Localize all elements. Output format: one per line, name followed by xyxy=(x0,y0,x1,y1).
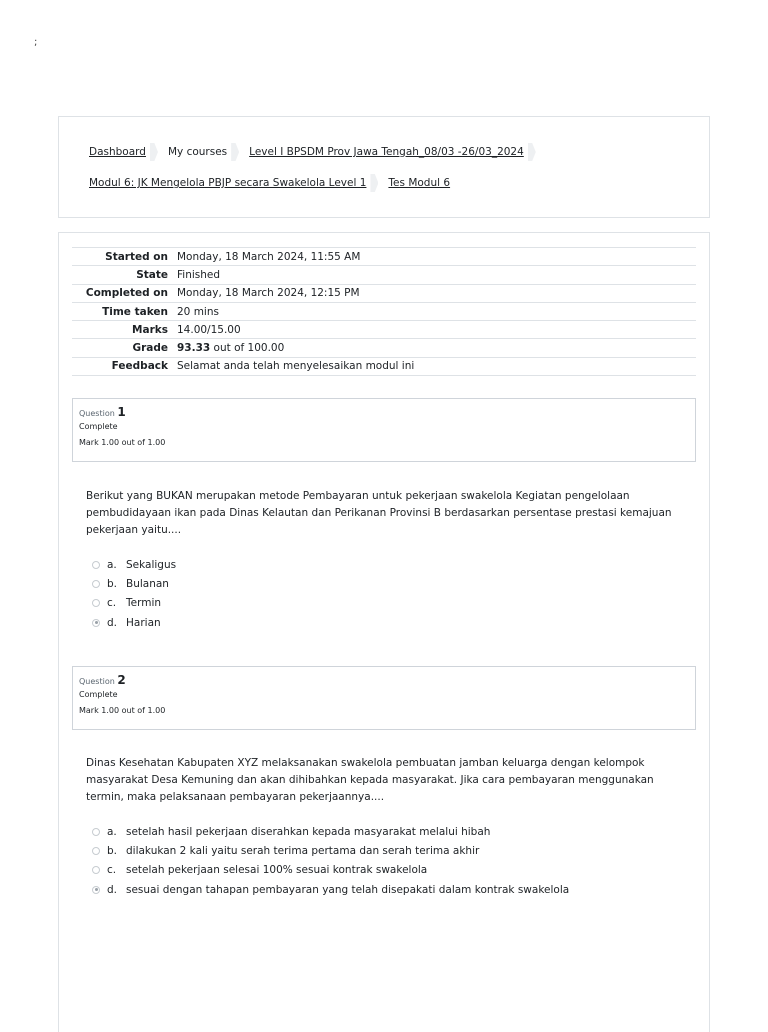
answer-letter: a. xyxy=(107,825,117,838)
breadcrumb-separator xyxy=(370,174,378,192)
radio-button[interactable] xyxy=(92,580,100,588)
breadcrumb-separator xyxy=(231,143,239,161)
answer-list-1 xyxy=(92,555,176,632)
radio-button-checked[interactable] xyxy=(92,886,100,894)
answer-option[interactable] xyxy=(92,594,176,613)
grade-value: 93.33 xyxy=(177,342,211,355)
attempt-summary-table xyxy=(72,247,696,376)
summary-row-state xyxy=(72,266,696,284)
question-info-2 xyxy=(72,666,696,730)
answer-text: Sekaligus xyxy=(126,558,177,571)
answer-text: Harian xyxy=(126,616,161,629)
answer-letter: d. xyxy=(107,616,118,629)
summary-label: Completed on xyxy=(72,284,173,302)
breadcrumb-module[interactable]: Modul 6: JK Mengelola PBJP secara Swakelola Level 1 xyxy=(89,177,367,189)
answer-text: setelah pekerjaan selesai 100% sesuai kontrak swakelola xyxy=(126,864,428,877)
summary-label: State xyxy=(72,266,173,284)
answer-letter: a. xyxy=(107,558,117,571)
question-mark: Mark 1.00 out of 1.00 xyxy=(79,438,166,447)
breadcrumb-separator xyxy=(528,143,536,161)
summary-row-completed-on xyxy=(72,284,696,302)
answer-text: Bulanan xyxy=(126,577,169,590)
breadcrumb-quiz[interactable]: Tes Modul 6 xyxy=(388,177,451,189)
answer-text: Termin xyxy=(126,597,162,610)
question-info-1 xyxy=(72,398,696,462)
question-mark: Mark 1.00 out of 1.00 xyxy=(79,706,166,715)
summary-value: Finished xyxy=(173,266,696,284)
question-state: Complete xyxy=(79,422,118,431)
breadcrumb-course[interactable]: Level I BPSDM Prov Jawa Tengah_08/03 -26/03_2024 xyxy=(249,146,524,158)
answer-letter: d. xyxy=(107,883,118,896)
question-text-1: Berikut yang BUKAN merupakan metode Pembayaran untuk pekerjaan swakelola Kegiatan pengelolaan pembudidayaan ikan pada Dinas Kelautan dan Perikanan Provinsi B berdasarkan persentase prestasi kemajuan pekerjaan yaitu.... xyxy=(86,490,672,536)
grade-suffix: out of 100.00 xyxy=(210,342,285,355)
breadcrumb-dashboard[interactable]: Dashboard xyxy=(89,146,146,158)
radio-button[interactable] xyxy=(92,866,100,874)
radio-button[interactable] xyxy=(92,847,100,855)
summary-label: Feedback xyxy=(72,357,173,375)
question-label: Question xyxy=(79,677,118,686)
answer-option-selected[interactable] xyxy=(92,880,569,899)
summary-row-started-on xyxy=(72,248,696,266)
answer-letter: c. xyxy=(107,597,117,610)
summary-row-marks xyxy=(72,321,696,339)
answer-option[interactable] xyxy=(92,861,569,880)
summary-label: Grade xyxy=(72,339,173,357)
question-text-2: Dinas Kesehatan Kabupaten XYZ melaksanakan swakelola pembuatan jamban keluarga dengan kelompok masyarakat Desa Kemuning dan akan dihibahkan kepada masyarakat. Jika cara pembayaran menggunakan termin, maka pelaksanaan pembayaran pekerjaannya.... xyxy=(86,757,654,803)
summary-value: Selamat anda telah menyelesaikan modul ini xyxy=(173,357,696,375)
answer-option-selected[interactable] xyxy=(92,613,176,632)
question-label: Question xyxy=(79,409,118,418)
summary-label: Started on xyxy=(72,248,173,266)
question-number: 1 xyxy=(117,405,126,419)
radio-button[interactable] xyxy=(92,599,100,607)
summary-value: Monday, 18 March 2024, 11:55 AM xyxy=(173,248,696,266)
summary-value: 14.00/15.00 xyxy=(173,321,696,339)
question-number: 2 xyxy=(117,673,126,687)
answer-option[interactable] xyxy=(92,555,176,574)
summary-row-feedback xyxy=(72,357,696,375)
answer-letter: b. xyxy=(107,577,118,590)
answer-option[interactable] xyxy=(92,574,176,593)
answer-text: sesuai dengan tahapan pembayaran yang telah disepakati dalam kontrak swakelola xyxy=(126,883,570,896)
stray-mark: ; xyxy=(34,37,38,48)
radio-button-checked[interactable] xyxy=(92,619,100,627)
answer-option[interactable] xyxy=(92,822,569,841)
answer-letter: b. xyxy=(107,844,118,857)
answer-text: dilakukan 2 kali yaitu serah terima pertama dan serah terima akhir xyxy=(126,844,480,857)
summary-row-grade xyxy=(72,339,696,357)
summary-label: Marks xyxy=(72,321,173,339)
summary-value: Monday, 18 March 2024, 12:15 PM xyxy=(173,284,696,302)
answer-list-2 xyxy=(92,822,569,899)
summary-label: Time taken xyxy=(72,302,173,320)
breadcrumb xyxy=(58,116,710,218)
summary-row-time-taken xyxy=(72,302,696,320)
breadcrumb-separator xyxy=(150,143,158,161)
answer-option[interactable] xyxy=(92,841,569,860)
radio-button[interactable] xyxy=(92,828,100,836)
summary-value: 20 mins xyxy=(173,302,696,320)
breadcrumb-my-courses: My courses xyxy=(167,146,228,158)
question-state: Complete xyxy=(79,690,118,699)
answer-text: setelah hasil pekerjaan diserahkan kepada masyarakat melalui hibah xyxy=(126,825,491,838)
answer-letter: c. xyxy=(107,864,117,877)
radio-button[interactable] xyxy=(92,561,100,569)
summary-value xyxy=(173,339,696,357)
